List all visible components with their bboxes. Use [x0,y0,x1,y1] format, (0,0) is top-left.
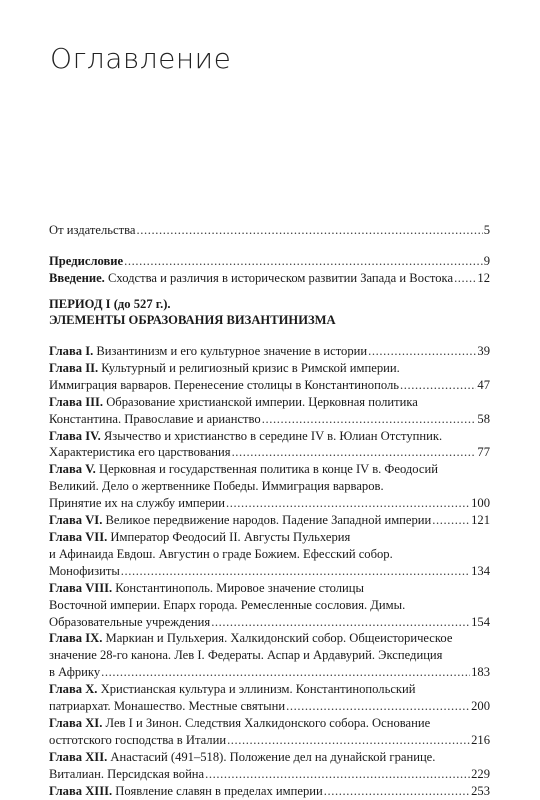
toc-entry-last-line [49,783,490,800]
toc-page-number: 134 [471,563,490,578]
toc-entry-label: Глава VII. [49,529,108,544]
toc-entry-label: Глава III. [49,394,104,409]
dot-leader [137,222,483,239]
toc-entry-chapter[interactable] [49,360,490,394]
toc-entry-text: Язычество и христианство в середине IV в. Юлиан Отступник. [100,428,443,443]
toc-entry-text: Великое передвижение народов. Падение Западной империи [102,513,432,528]
toc-entry-text: От издательства [49,223,136,237]
toc-entry-last-line [49,664,490,681]
toc-entry-introduction[interactable] [49,270,490,287]
dot-leader [400,377,476,394]
toc-entry-label: Глава XI. [49,715,103,730]
toc-entry-chapter[interactable] [49,715,490,749]
toc-front [49,222,490,239]
toc-entry-text: Характеристика его царствования [49,445,231,460]
toc-entry-text: Византинизм и его культурное значение в истории [93,344,368,358]
toc-entry-last-line [49,512,490,529]
toc-entry-text: Церковная и государственная политика в конце IV в. Феодосий [95,462,438,477]
dot-leader [262,411,477,428]
toc-entry-chapter[interactable] [49,783,490,800]
dot-leader [454,270,476,287]
dot-leader [227,732,470,749]
toc-entry-line [49,394,490,411]
toc-entry-text: Принятие их на службу империи [49,496,226,511]
toc-entry-last-line [49,766,490,783]
toc-page-number: 229 [471,766,490,781]
toc-entry-text: Сходства и различия в историческом развитии Запада и Востока [104,271,454,285]
toc-entry-label: Введение. [49,271,105,285]
toc-entry-text: патриархат. Монашество. Местные святыни [49,699,286,714]
toc-chapters [49,343,490,799]
toc-entry-label: Глава IX. [49,631,103,646]
toc-page-number: 47 [477,377,490,392]
toc-entry-chapter[interactable] [49,428,490,462]
toc-entry-label: Глава XIII. [49,783,113,798]
period-title [49,296,490,312]
toc-entry-label: Глава VIII. [49,580,113,595]
toc-page-number: 183 [471,665,490,680]
toc-page-number: 12 [477,271,490,285]
toc-entry-line [49,360,490,377]
toc-entry-line [49,546,490,563]
dot-leader [124,253,483,270]
toc-entry-last-line [49,444,490,461]
toc-entry-text: Монофизиты [49,563,120,578]
dot-leader [211,614,470,631]
toc-entry-text: Культурный и религиозный кризис в Римской империи. [98,360,400,375]
dot-leader [121,563,470,580]
toc-entry-text: Восточной империи. Епарх города. Ремесленные сословия. Димы. [49,597,406,612]
toc-page-number: 121 [471,513,490,528]
toc-entry-line [49,749,490,766]
toc-entry-last-line [49,411,490,428]
toc-entry-last-line [49,732,490,749]
toc-entry-preface[interactable] [49,253,490,270]
toc-page-number: 39 [477,344,490,358]
toc-entry-last-line [49,343,490,360]
toc-entry-line [49,647,490,664]
toc-entry-last-line [49,563,490,580]
toc-entry-line [49,478,490,495]
toc-entry-label: Глава I. [49,344,94,358]
toc-entry-chapter[interactable] [49,529,490,580]
toc-page-number: 77 [477,445,490,460]
toc-entry-text: остготского господства в Италии [49,732,227,747]
toc-entry-text: Образовательные учреждения [49,614,211,629]
page-title: Оглавление [50,42,232,75]
period-number: ПЕРИОД I [49,297,111,311]
toc-entry-publisher[interactable] [49,222,490,239]
toc-page-number: 253 [471,783,490,798]
toc-entry-label: Глава X. [49,682,98,697]
toc-page-number: 9 [483,254,490,268]
toc-entry-line [49,715,490,732]
dot-leader [232,444,477,461]
toc-entry-label: Глава V. [49,462,96,477]
toc-page-number: 100 [471,496,490,511]
dot-leader [432,512,470,529]
toc-entry-text: Лев I и Зинон. Следствия Халкидонского собора. Основание [102,715,431,730]
toc-front-2 [49,253,490,287]
toc-entry-text: Маркиан и Пульхерия. Халкидонский собор. Общеисторическое [102,631,453,646]
toc-entry-chapter[interactable] [49,512,490,529]
toc-entry-last-line [49,698,490,715]
toc-entry-chapter[interactable] [49,749,490,783]
toc-entry-text: значение 28-го канона. Лев I. Федераты. Аспар и Ардавурий. Экспедиция [49,648,443,663]
dot-leader [286,698,470,715]
dot-leader [101,664,470,681]
toc-entry-label: Глава VI. [49,513,103,528]
toc-entry-line [49,597,490,614]
toc-entry-last-line [49,495,490,512]
toc-entry-text: Великий. Дело о жертвеннике Победы. Иммиграция варваров. [49,479,384,494]
toc-entry-chapter[interactable] [49,630,490,681]
toc-entry-line [49,580,490,597]
period-heading [49,296,490,328]
toc-page-number: 216 [471,732,490,747]
toc-entry-text: Христианская культура и эллинизм. Константинопольский [97,682,416,697]
toc-entry-label: Глава II. [49,360,99,375]
toc-page-number: 5 [483,223,490,237]
toc-entry-text: Появление славян в пределах империи [112,783,323,798]
toc-entry-line [49,681,490,698]
dot-leader [324,783,470,800]
toc-entry-label: Предисловие [49,254,124,268]
toc-page-number: 200 [471,699,490,714]
toc-entry-text: Иммиграция варваров. Перенесение столицы в Константинополь [49,377,399,392]
toc-entry-chapter[interactable] [49,681,490,715]
toc-entry-line [49,428,490,445]
toc-entry-text: Виталиан. Персидская война [49,766,205,781]
period-dates: (до 527 г.). [110,297,171,311]
toc-entry-text: Константинополь. Мировое значение столицы [112,580,364,595]
toc-entry-line [49,630,490,647]
toc-entry-chapter[interactable] [49,343,490,360]
dot-leader [205,766,470,783]
toc-entry-text: Образование христианской империи. Церковная политика [103,394,418,409]
toc-page-number: 58 [477,411,490,426]
toc-entry-text: Константина. Православие и арианство [49,411,261,426]
dot-leader [368,343,476,360]
toc-entry-last-line [49,377,490,394]
toc-entry-chapter[interactable] [49,394,490,428]
dot-leader [226,495,470,512]
period-subtitle: ЭЛЕМЕНТЫ ОБРАЗОВАНИЯ ВИЗАНТИНИЗМА [49,313,336,327]
toc-entry-label: Глава XII. [49,749,108,764]
toc-entry-text: Император Феодосий II. Августы Пульхерия [107,529,351,544]
toc-entry-label: Глава IV. [49,428,101,443]
toc-entry-last-line [49,614,490,631]
toc-entry-text: в Африку [49,665,101,680]
toc-entry-chapter[interactable] [49,461,490,512]
toc-page-number: 154 [471,614,490,629]
toc-entry-chapter[interactable] [49,580,490,631]
toc-entry-text: Анастасий (491–518). Положение дел на дунайской границе. [107,749,436,764]
toc-entry-line [49,461,490,478]
toc-entry-line [49,529,490,546]
toc-entry-text: и Афинаида Евдош. Августин о граде Божием. Ефесский собор. [49,546,393,561]
